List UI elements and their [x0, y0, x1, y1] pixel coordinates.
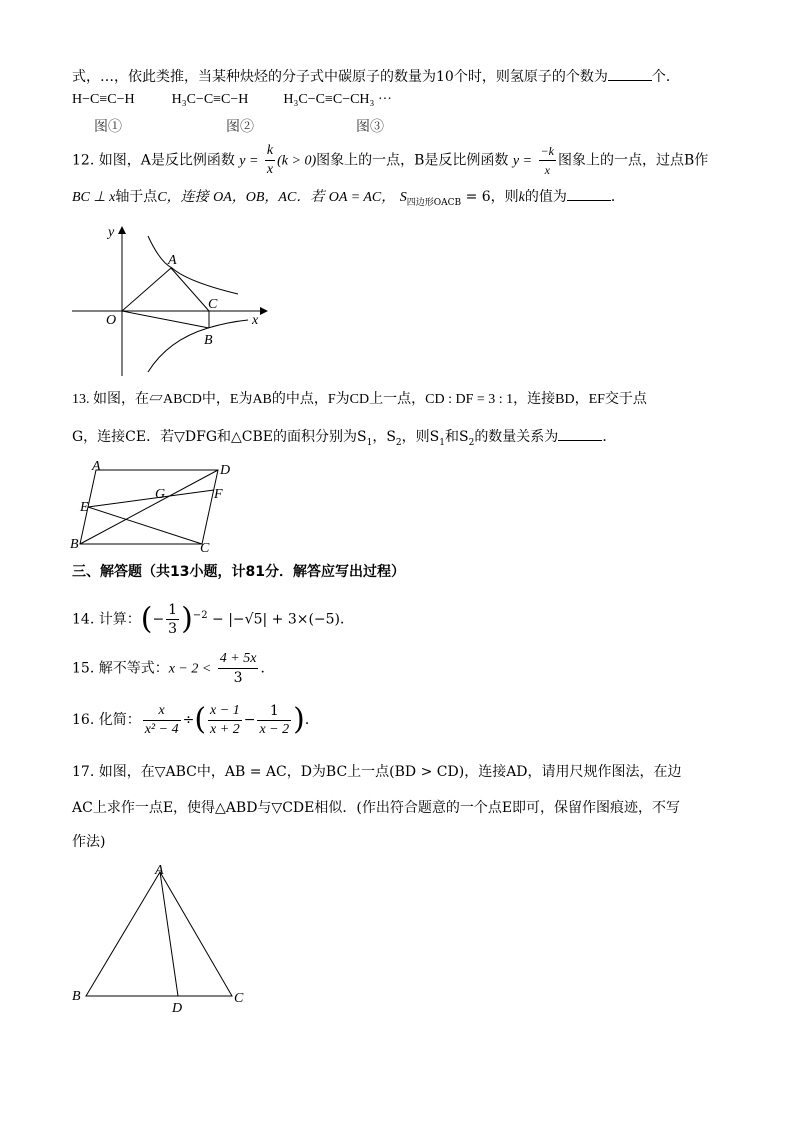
q17-label-b: B — [72, 989, 81, 1004]
q12-label-y: y — [108, 225, 115, 240]
q14-frac-den: 3 — [168, 621, 178, 638]
q13-label-a: A — [92, 460, 101, 474]
q13-label-e: E — [80, 500, 89, 515]
q12-frac-negk-over-x — [539, 142, 556, 179]
q12-frac-k-over-x — [265, 142, 275, 179]
q11-formula-1: H−C≡C−H — [72, 92, 135, 107]
q12-part1: A是反比例函数 — [140, 152, 235, 169]
q16-frac2-num: x − 1 — [208, 702, 242, 721]
q11-fig3-label: 图③ — [356, 120, 384, 135]
q13-s1b-sub: 1 — [439, 437, 445, 448]
q12-frac-num: k — [265, 142, 275, 161]
q13-segment-ce — [88, 507, 202, 544]
q12-label-b: B — [204, 333, 213, 348]
q14-lparen: ( — [140, 601, 153, 637]
q15-label: 15. 解不等式： — [72, 660, 169, 677]
q13-line2e: 的数量关系为 — [474, 429, 559, 445]
q12-number: 12. 如图， — [72, 152, 141, 169]
q16-div: ÷ — [182, 712, 195, 728]
q15 — [72, 650, 274, 688]
q11-answer-blank[interactable] — [608, 66, 652, 81]
q16-frac1 — [143, 702, 181, 739]
q16-frac3-num: 1 — [257, 702, 291, 721]
q13-line2 — [72, 426, 616, 453]
q12-part4: 图象上的一点，过点B作 — [557, 152, 709, 169]
q13-label-g: G — [155, 487, 166, 502]
q17-label-a: A — [155, 863, 164, 878]
q12-curve-positive — [148, 236, 238, 294]
q13-s2-sub: 2 — [395, 437, 402, 448]
q13-label-b: B — [70, 537, 79, 552]
q13-s1-sub: 1 — [366, 437, 373, 448]
q13-segment-ef — [88, 490, 214, 507]
q17-label-d: D — [172, 1001, 183, 1016]
q12-axis-text: 轴于点 — [115, 189, 158, 205]
q15-end: ． — [260, 660, 275, 677]
q11-fig1-label: 图① — [94, 120, 122, 135]
q13-figure — [68, 460, 248, 554]
q12-label-x: x — [252, 313, 259, 328]
q12-label-o: O — [106, 313, 117, 328]
q12-label-a: A — [168, 253, 177, 268]
q13-s2b-sub: 2 — [468, 437, 475, 448]
q12-end: ． — [610, 189, 625, 205]
q16-frac2 — [208, 702, 242, 739]
q17-label-c: C — [234, 991, 244, 1006]
q16-minus: − — [243, 712, 256, 728]
q12-value-text: 的值为 — [524, 189, 567, 205]
q12-area-eq: = 6，则 — [465, 189, 519, 205]
q13-line2c: ，则S — [401, 429, 440, 445]
q12-figure — [68, 222, 268, 380]
q12-y-arrow — [118, 226, 126, 234]
q12-segments: OA，OB，AC．若 — [213, 190, 325, 205]
section3-title: 三、解答题（共13小题，计81分．解答应写出过程） — [72, 564, 405, 580]
q12-condition: (k > 0) — [277, 153, 317, 169]
q12-line2 — [72, 186, 625, 213]
q16-frac2-den: x + 2 — [210, 721, 240, 737]
q13-label-d: D — [220, 463, 231, 478]
q13-line2a: G，连接CE．若▽DFG和△CBE的面积分别为S — [72, 429, 367, 445]
q12-answer-blank[interactable] — [567, 186, 611, 201]
q16-frac3-den: x − 2 — [259, 721, 290, 737]
q11-text — [72, 66, 680, 87]
q12-oa-ac: OA = AC， — [328, 190, 396, 205]
q16-end: ． — [304, 712, 319, 728]
q13-line1: 13. 如图，在▱ABCD中，E为AB的中点，F为CD上一点，CD : DF = 3 : 1，连接BD，EF交于点 — [72, 392, 647, 407]
q12-area-subscript: 四边形OACB — [406, 197, 462, 208]
q12-area-symbol: S — [399, 190, 407, 205]
q12-segment-ac — [171, 268, 209, 311]
q14-label: 14. 计算： — [72, 611, 141, 628]
q13-label-c: C — [200, 541, 210, 554]
q17-line3: 作法) — [72, 834, 106, 850]
q11-ellipsis: ··· — [377, 92, 392, 107]
q16 — [72, 700, 319, 740]
q12-x-arrow — [260, 307, 268, 315]
q16-frac3 — [257, 702, 291, 739]
q14-frac-num: 1 — [168, 602, 178, 619]
q13-segment-bd — [80, 470, 218, 544]
q12-segment-oa — [122, 268, 171, 311]
q13-line2b: ，S — [372, 429, 396, 445]
q13-answer-blank[interactable] — [558, 426, 602, 441]
q14-minus: − — [152, 611, 165, 628]
q16-frac1-num: x — [143, 702, 181, 721]
q12-line1 — [72, 142, 708, 179]
q12-y-eq-2: y = — [512, 153, 533, 169]
q11-text-a: 式，…，依此类推，当某种炔烃的分子式中碳原子的数量为 — [72, 69, 436, 85]
q17-segment-ad — [160, 872, 178, 996]
q13-label-f: F — [214, 487, 223, 502]
q11-formula-2: H₃C−C≡C−H — [171, 92, 249, 107]
q12-part2: 图象上的一点， — [316, 152, 415, 169]
q12-connect: C，连接 — [157, 190, 209, 205]
q17-figure — [66, 860, 256, 1020]
q14 — [72, 598, 354, 638]
q14-exponent: −2 — [192, 610, 208, 621]
q15-frac-num: 4 + 5x — [218, 650, 259, 669]
q17-triangle-abc — [86, 872, 232, 996]
q13-end: ． — [602, 429, 617, 445]
q14-frac — [166, 601, 179, 638]
q14-rest: − |−√5| + 3×(−5)． — [212, 611, 355, 628]
q16-label: 16. 化简： — [72, 712, 141, 728]
q17-line2: AC上求作一点E，使得△ABD与▽CDE相似．(作出符合题意的一个点E即可，保留作图痕迹，不写 — [72, 800, 681, 816]
q11-fig2-label: 图② — [226, 120, 254, 135]
q15-frac-den: 3 — [233, 670, 243, 686]
q11-formula-3: H₃C−C≡C−CH₃ — [283, 92, 375, 107]
q12-frac2-num: −k — [539, 142, 556, 161]
q11-text-b: 10个时，则氢原子的个数为 — [436, 69, 608, 85]
q12-bc-perp: BC ⊥ x — [72, 190, 116, 205]
q12-curve-negative — [148, 320, 248, 372]
q11-formulas — [72, 90, 392, 110]
q13-line2d: 和S — [444, 429, 469, 445]
q12-k: k — [518, 190, 525, 205]
q14-rparen: ) — [181, 601, 193, 637]
q12-frac2-den: x — [544, 163, 550, 177]
q16-lparen: ( — [194, 702, 207, 737]
q11-text-c: 个． — [651, 69, 680, 85]
q12-label-c: C — [208, 297, 218, 312]
q12-frac-den: x — [266, 162, 274, 177]
q16-rparen: ) — [293, 702, 305, 737]
q12-y-eq: y = — [239, 153, 259, 169]
q12-segment-ob — [122, 311, 209, 328]
q15-lhs: x − 2 < — [168, 661, 212, 677]
q16-frac1-den: x² − 4 — [144, 721, 179, 737]
q15-frac — [218, 650, 259, 687]
q17-line1: 17. 如图，在▽ABC中，AB = AC，D为BC上一点(BD > CD)，连接AD，请用尺规作图法，在边 — [72, 764, 682, 780]
q12-part3: B是反比例函数 — [414, 152, 509, 169]
